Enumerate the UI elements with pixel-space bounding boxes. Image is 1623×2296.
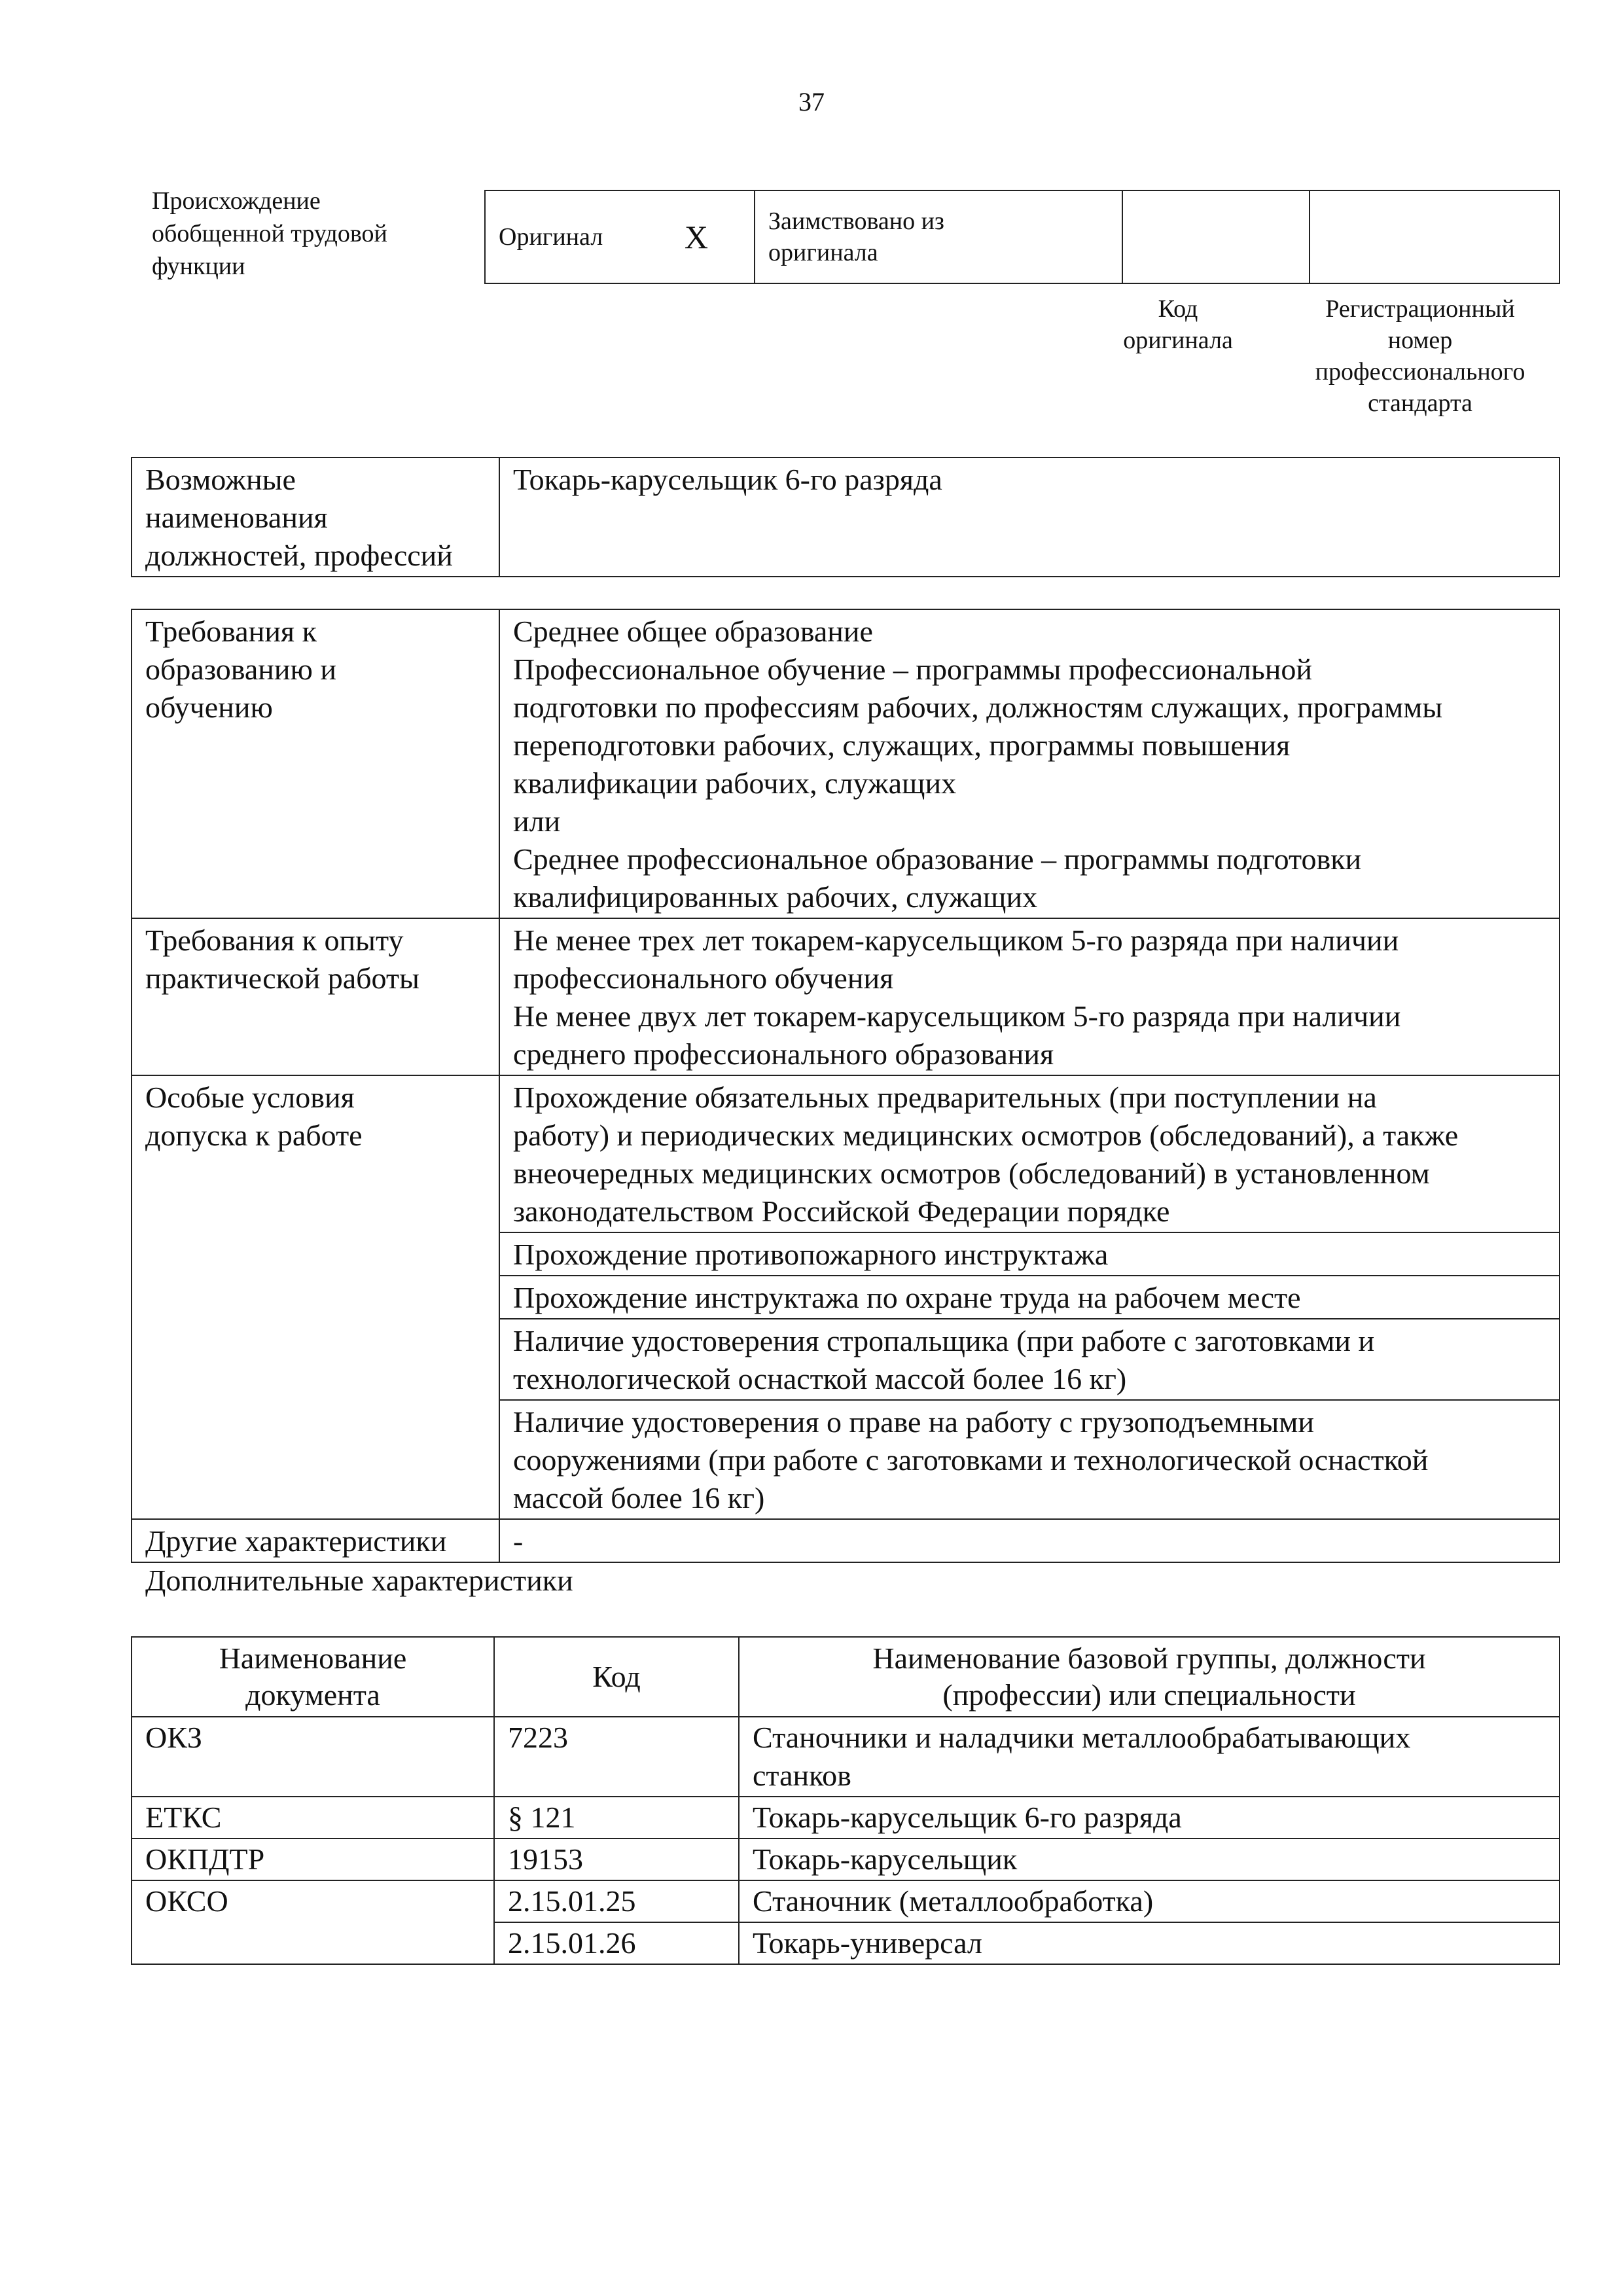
special-line: Наличие удостоверения стропальщика (при работе с заготовками и (513, 1324, 1375, 1357)
row-name: Токарь-карусельщик 6-го разряда (739, 1797, 1560, 1839)
special-label (132, 1075, 499, 1519)
table-row (132, 1880, 1560, 1922)
row-name-line: станков (753, 1759, 851, 1792)
row-name-line: Станочники и наладчики металлообрабатывающих (753, 1721, 1411, 1754)
positions-label (132, 457, 499, 577)
special-line: сооружениями (при работе с заготовками и технологической оснасткой (513, 1443, 1429, 1477)
special-line: внеочередных медицинских осмотров (обследований) в установленном (513, 1157, 1430, 1190)
origin-reg-caption-line: профессионального (1315, 358, 1525, 386)
special-line: Прохождение противопожарного инструктажа (513, 1238, 1109, 1271)
special-item (499, 1232, 1560, 1276)
row-code: § 121 (494, 1797, 739, 1839)
education-label-line: обучению (145, 691, 273, 724)
table-row (132, 1717, 1560, 1797)
special-line: массой более 16 кг) (513, 1481, 765, 1515)
special-line: законодательством Российской Федерации порядке (513, 1194, 1170, 1228)
origin-code-caption (1086, 293, 1270, 356)
row-code: 2.15.01.25 (494, 1880, 739, 1922)
experience-line: Не менее трех лет токарем-карусельщиком 5-го разряда при наличии (513, 924, 1399, 957)
origin-label (152, 185, 453, 283)
experience-line: среднего профессионального образования (513, 1037, 1054, 1071)
origin-label-line: обобщенной трудовой (152, 220, 387, 247)
additional-header-doc (132, 1637, 494, 1717)
row-name: Станочник (металлообработка) (739, 1880, 1560, 1922)
additional-header-doc-line: Наименование (219, 1641, 407, 1675)
origin-code-caption-line: Код (1158, 295, 1198, 323)
row-name (739, 1717, 1560, 1797)
requirements-table (131, 609, 1560, 1563)
experience-value (499, 918, 1560, 1075)
row-doc: ОКПДТР (132, 1839, 494, 1880)
origin-reg-caption (1283, 293, 1558, 419)
special-item (499, 1400, 1560, 1519)
additional-title: Дополнительные характеристики (145, 1564, 573, 1597)
additional-header-name (739, 1637, 1560, 1717)
special-line: Прохождение обязательных предварительных (при поступлении на (513, 1081, 1377, 1114)
row-name: Токарь-карусельщик (739, 1839, 1560, 1880)
origin-reg-cell (1310, 190, 1560, 283)
special-line: технологической оснасткой массой более 16 кг) (513, 1362, 1127, 1395)
education-line: подготовки по профессиям рабочих, должностям служащих, программы (513, 691, 1443, 724)
row-doc: ЕТКС (132, 1797, 494, 1839)
education-line: или (513, 804, 561, 838)
row-doc: ОКСО (132, 1880, 494, 1964)
origin-borrowed-line: оригинала (768, 239, 878, 266)
education-line: квалификации рабочих, служащих (513, 766, 957, 800)
row-code: 19153 (494, 1839, 739, 1880)
education-label-line: образованию и (145, 653, 336, 686)
additional-header-name-line: (профессии) или специальности (942, 1678, 1356, 1712)
special-item (499, 1075, 1560, 1232)
origin-table (484, 190, 1560, 284)
additional-header-name-line: Наименование базовой группы, должности (872, 1641, 1426, 1675)
education-line: квалифицированных рабочих, служащих (513, 880, 1038, 914)
origin-original-label: Оригинал (499, 223, 603, 251)
experience-line: профессионального обучения (513, 961, 894, 995)
origin-code-cell (1122, 190, 1310, 283)
special-line: Прохождение инструктажа по охране труда на рабочем месте (513, 1281, 1301, 1314)
special-label-line: допуска к работе (145, 1119, 363, 1152)
origin-label-line: Происхождение (152, 187, 321, 215)
experience-label-line: практической работы (145, 961, 419, 995)
positions-label-line: должностей, профессий (145, 539, 453, 572)
origin-borrowed-line: Заимствовано из (768, 207, 944, 235)
special-item (499, 1319, 1560, 1400)
origin-borrowed-cell (755, 190, 1122, 283)
table-row (132, 1839, 1560, 1880)
origin-label-line: функции (152, 253, 245, 280)
positions-value: Токарь-карусельщик 6-го разряда (499, 457, 1560, 577)
education-label (132, 609, 499, 918)
origin-reg-caption-line: стандарта (1368, 389, 1472, 417)
special-label-line: Особые условия (145, 1081, 355, 1114)
education-label-line: Требования к (145, 615, 317, 648)
row-name: Токарь-универсал (739, 1922, 1560, 1964)
additional-table (131, 1636, 1560, 1965)
origin-reg-caption-line: Регистрационный (1325, 295, 1515, 323)
education-line: Среднее общее образование (513, 615, 873, 648)
education-line: Профессиональное обучение – программы профессиональной (513, 653, 1312, 686)
education-line: Среднее профессиональное образование – программы подготовки (513, 842, 1362, 876)
other-value: - (499, 1519, 1560, 1562)
positions-label-line: Возможные (145, 463, 296, 496)
origin-original-mark: X (684, 219, 708, 255)
page-number: 37 (798, 87, 825, 117)
row-code: 7223 (494, 1717, 739, 1797)
origin-original-cell (485, 190, 755, 283)
special-line: работу) и периодических медицинских осмотров (обследований), а также (513, 1119, 1459, 1152)
other-label: Другие характеристики (132, 1519, 499, 1562)
origin-reg-caption-line: номер (1387, 327, 1453, 354)
education-value (499, 609, 1560, 918)
experience-label (132, 918, 499, 1075)
experience-line: Не менее двух лет токарем-карусельщиком 5-го разряда при наличии (513, 999, 1401, 1033)
row-code: 2.15.01.26 (494, 1922, 739, 1964)
row-doc: ОКЗ (132, 1717, 494, 1797)
experience-label-line: Требования к опыту (145, 924, 404, 957)
special-item (499, 1276, 1560, 1319)
additional-header-doc-line: документа (245, 1678, 380, 1712)
additional-header-code: Код (494, 1637, 739, 1717)
origin-code-caption-line: оригинала (1123, 327, 1233, 354)
education-line: переподготовки рабочих, служащих, программы повышения (513, 728, 1291, 762)
positions-label-line: наименования (145, 501, 328, 534)
table-row (132, 1797, 1560, 1839)
positions-table (131, 457, 1560, 577)
special-line: Наличие удостоверения о праве на работу с грузоподъемными (513, 1405, 1315, 1439)
